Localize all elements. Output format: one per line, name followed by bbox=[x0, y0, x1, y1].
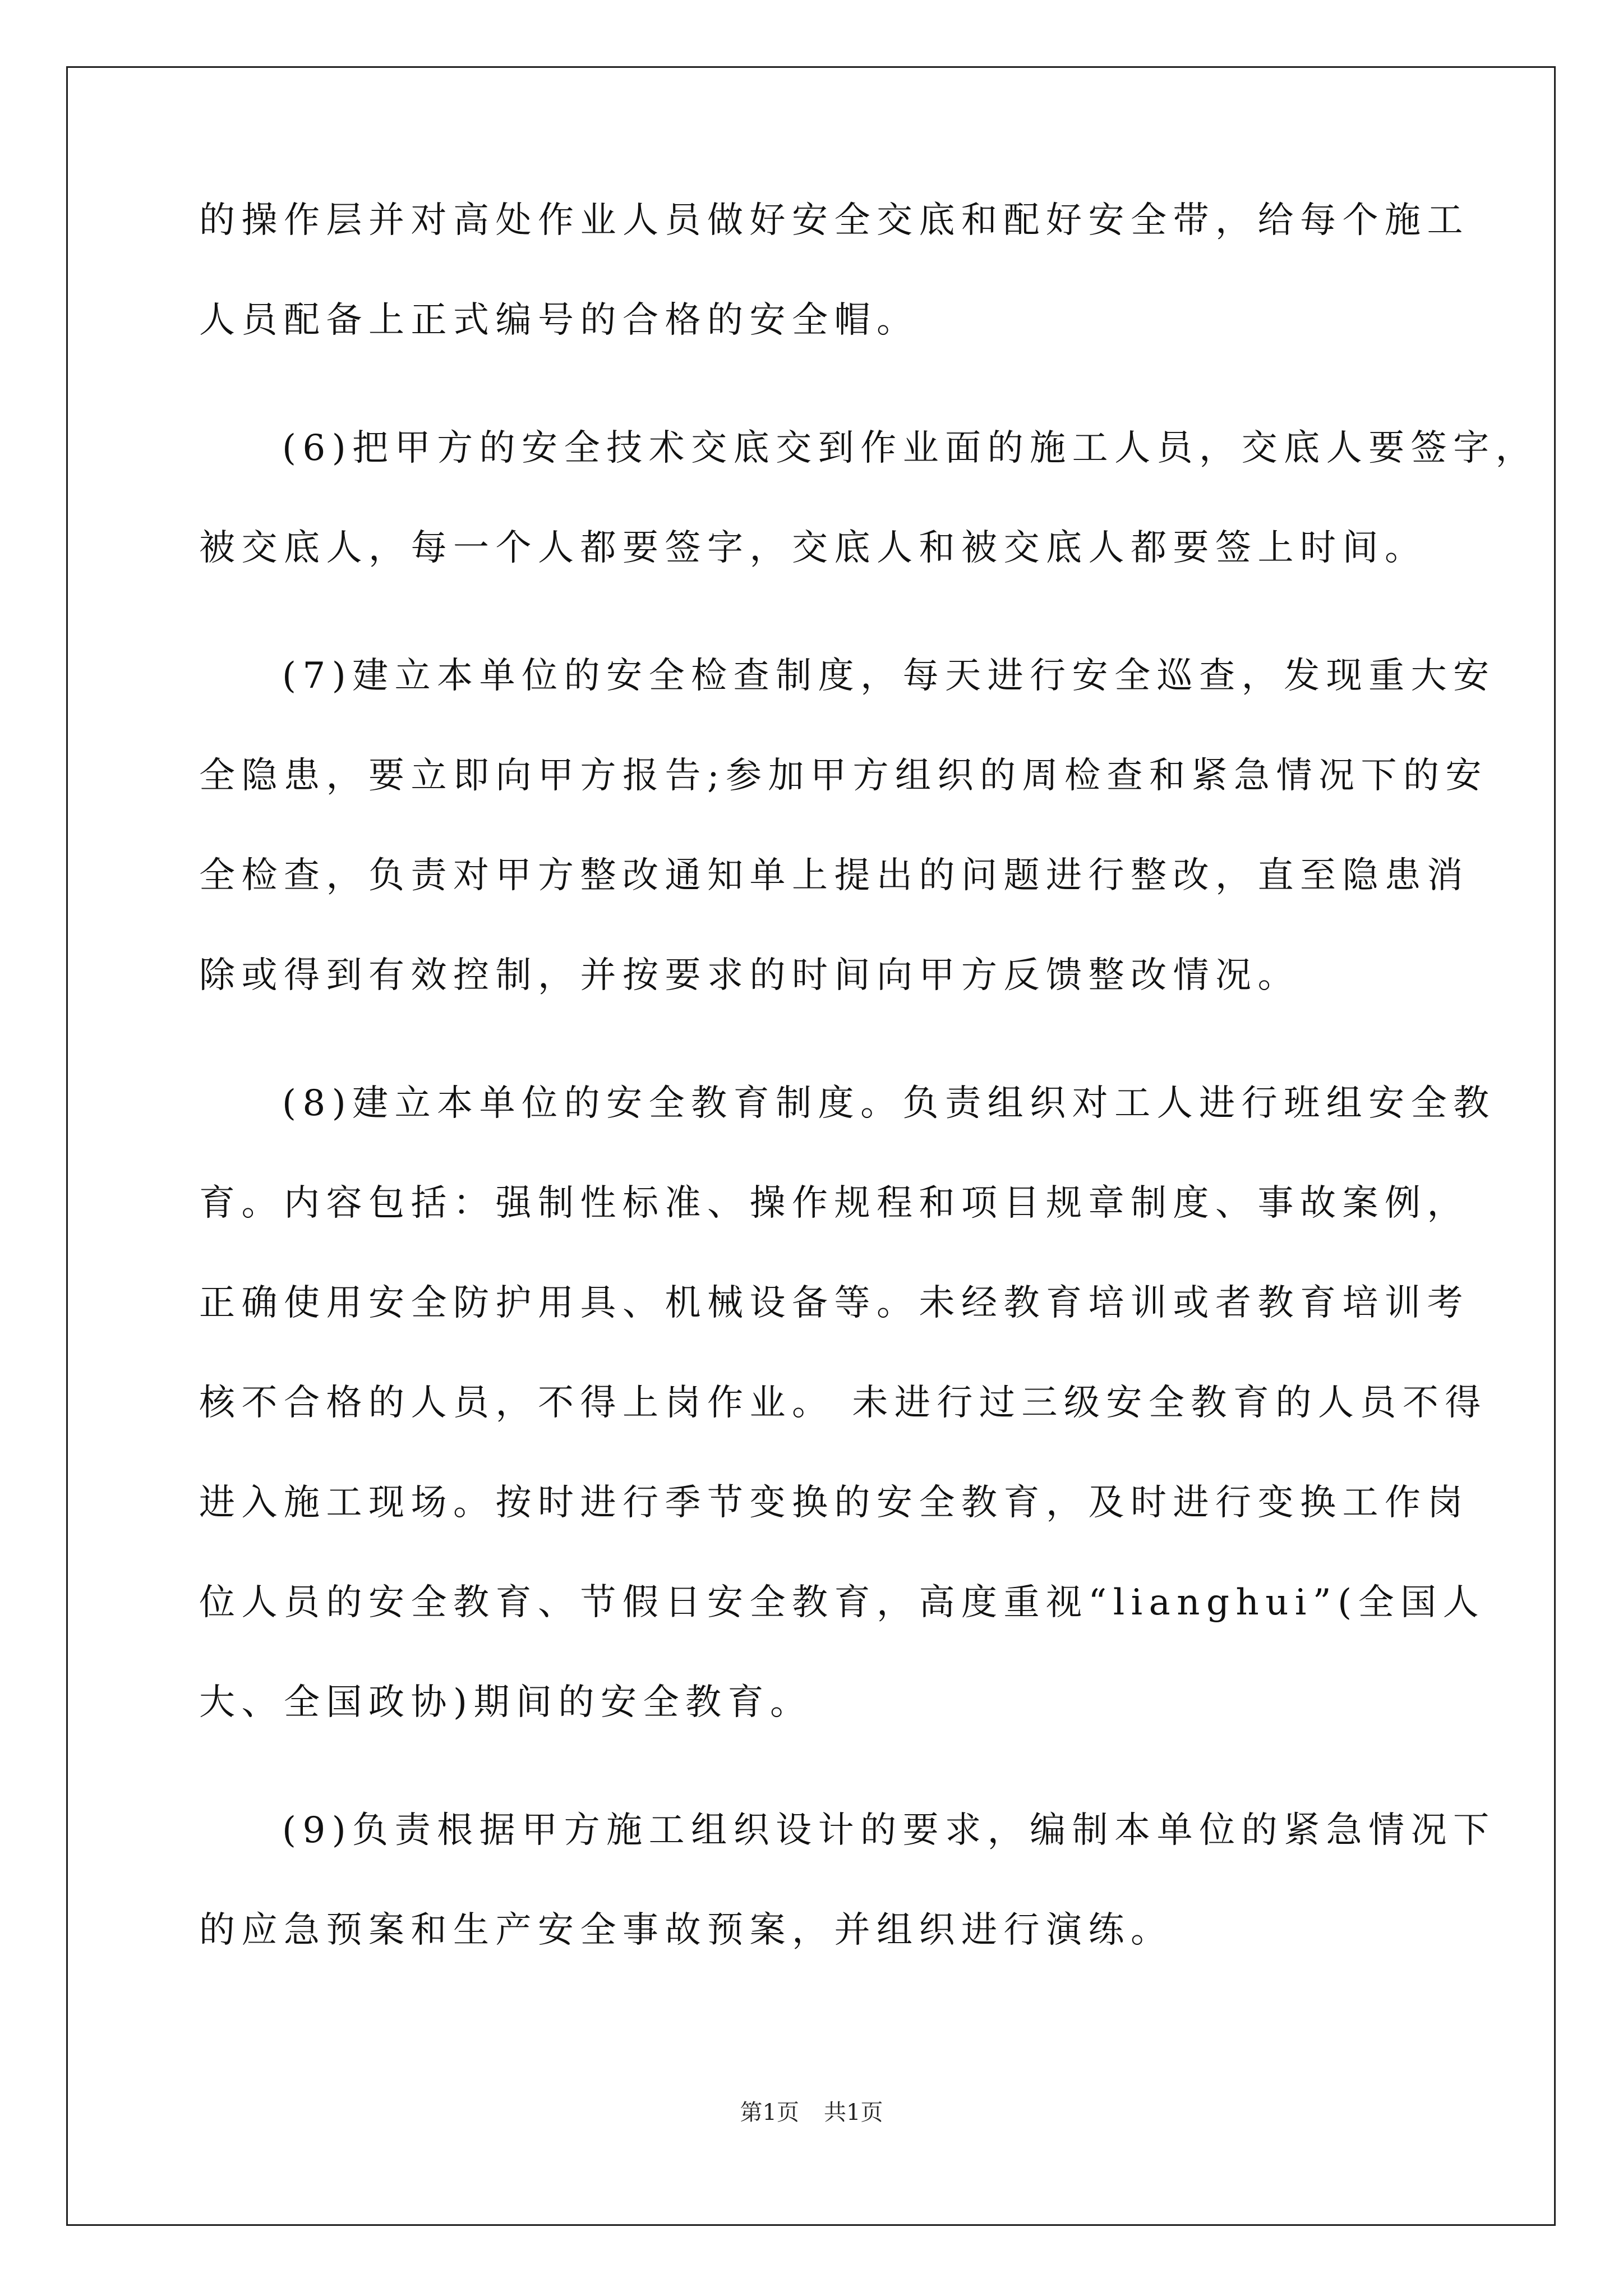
text-line: 全检查，负责对甲方整改通知单上提出的问题进行整改，直至隐患消 bbox=[199, 855, 1469, 896]
text-line: 正确使用安全防护用具、机械设备等。未经教育培训或者教育培训考 bbox=[199, 1282, 1469, 1324]
page-border bbox=[66, 66, 1556, 2226]
text-line: 大、全国政协)期间的安全教育。 bbox=[199, 1682, 813, 1723]
text-line: 的操作层并对高处作业人员做好安全交底和配好安全带，给每个施工 bbox=[199, 200, 1469, 241]
paragraph-start-line: (7)建立本单位的安全检查制度，每天进行安全巡查，发现重大安 bbox=[282, 655, 1496, 697]
text-line: 的应急预案和生产安全事故预案，并组织进行演练。 bbox=[199, 1910, 1173, 1951]
text-line: 全隐患，要立即向甲方报告;参加甲方组织的周检查和紧急情况下的安 bbox=[199, 755, 1488, 797]
page-total: 共1页 bbox=[824, 2100, 883, 2125]
text-line: 被交底人，每一个人都要签字，交底人和被交底人都要签上时间。 bbox=[199, 527, 1427, 569]
text-line: 位人员的安全教育、节假日安全教育，高度重视“lianghui”(全国人 bbox=[199, 1582, 1486, 1623]
text-line: 核不合格的人员，不得上岗作业。 未进行过三级安全教育的人员不得 bbox=[199, 1382, 1487, 1424]
text-line: 育。内容包括：强制性标准、操作规程和项目规章制度、事故案例， bbox=[199, 1182, 1469, 1224]
paragraph-start-line: (6)把甲方的安全技术交底交到作业面的施工人员，交底人要签字， bbox=[282, 427, 1538, 469]
paragraph-start-line: (9)负责根据甲方施工组织设计的要求，编制本单位的紧急情况下 bbox=[282, 1810, 1496, 1851]
page-number: 第1页 bbox=[740, 2100, 799, 2125]
page-footer bbox=[0, 2099, 1623, 2126]
paragraph-start-line: (8)建立本单位的安全教育制度。负责组织对工人进行班组安全教 bbox=[282, 1083, 1496, 1124]
text-line: 除或得到有效控制，并按要求的时间向甲方反馈整改情况。 bbox=[199, 955, 1300, 996]
text-line: 人员配备上正式编号的合格的安全帽。 bbox=[199, 300, 919, 341]
text-line: 进入施工现场。按时进行季节变换的安全教育，及时进行变换工作岗 bbox=[199, 1482, 1469, 1524]
